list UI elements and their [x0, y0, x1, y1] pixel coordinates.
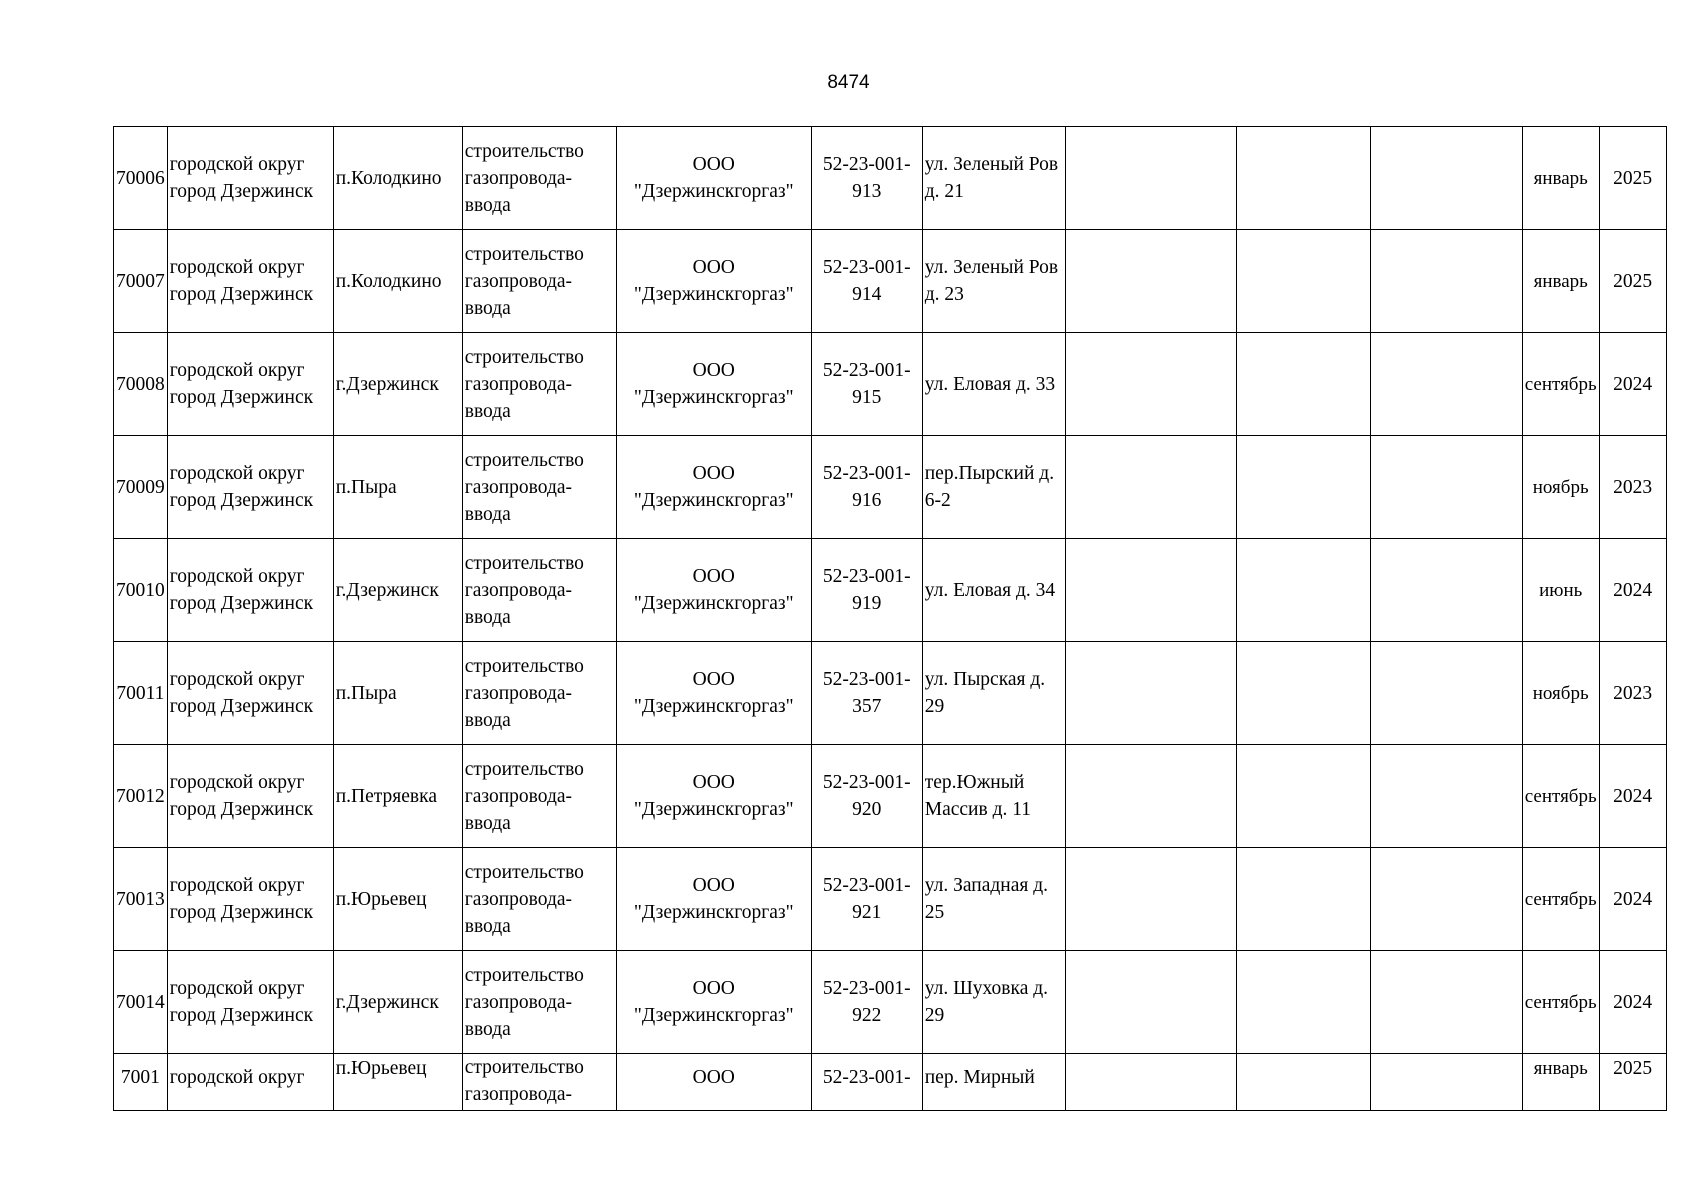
cell-empty-1	[1065, 1054, 1236, 1111]
cell-year: 2024	[1599, 848, 1666, 951]
cell-number: 7001	[114, 1054, 168, 1111]
cell-district: городской округ город Дзержинск	[167, 745, 333, 848]
cell-empty-2	[1236, 642, 1370, 745]
cell-number: 70013	[114, 848, 168, 951]
cell-locality: г.Дзержинск	[333, 333, 462, 436]
cell-work-type: строительство газопровода-ввода	[462, 848, 616, 951]
cell-year: 2025	[1599, 230, 1666, 333]
cell-empty-1	[1065, 539, 1236, 642]
cell-empty-2	[1236, 1054, 1370, 1111]
cell-empty-2	[1236, 230, 1370, 333]
cell-number: 70007	[114, 230, 168, 333]
cell-empty-3	[1370, 127, 1522, 230]
cell-district: городской округ город Дзержинск	[167, 642, 333, 745]
cell-organization: ООО "Дзержинскгоргаз"	[616, 436, 811, 539]
cell-empty-2	[1236, 333, 1370, 436]
cell-month: ноябрь	[1522, 436, 1599, 539]
table-row	[114, 1054, 1667, 1111]
cell-organization: ООО "Дзержинскгоргаз"	[616, 848, 811, 951]
cell-work-type: строительство газопровода-ввода	[462, 333, 616, 436]
cell-district: городской округ город Дзержинск	[167, 436, 333, 539]
cell-month: январь	[1522, 1054, 1599, 1111]
table-row	[114, 848, 1667, 951]
cell-number: 70014	[114, 951, 168, 1054]
cell-month: июнь	[1522, 539, 1599, 642]
cell-address: пер.Пырский д. 6-2	[922, 436, 1065, 539]
cell-empty-2	[1236, 127, 1370, 230]
cell-empty-2	[1236, 745, 1370, 848]
cell-district: городской округ город Дзержинск	[167, 333, 333, 436]
cell-empty-2	[1236, 539, 1370, 642]
cell-district: городской округ город Дзержинск	[167, 539, 333, 642]
cell-empty-3	[1370, 951, 1522, 1054]
cell-locality: п.Петряевка	[333, 745, 462, 848]
cell-month: сентябрь	[1522, 848, 1599, 951]
table-row	[114, 951, 1667, 1054]
cell-empty-2	[1236, 951, 1370, 1054]
table-body	[114, 127, 1667, 1111]
cell-empty-1	[1065, 848, 1236, 951]
cell-month: сентябрь	[1522, 745, 1599, 848]
table-row	[114, 127, 1667, 230]
cell-address: ул. Шуховка д. 29	[922, 951, 1065, 1054]
cell-year: 2025	[1599, 127, 1666, 230]
table-row	[114, 436, 1667, 539]
cell-work-type: строительство газопровода-ввода	[462, 230, 616, 333]
cell-district: городской округ	[167, 1054, 333, 1111]
cell-empty-3	[1370, 745, 1522, 848]
cell-locality: г.Дзержинск	[333, 539, 462, 642]
cell-number: 70012	[114, 745, 168, 848]
table-row	[114, 333, 1667, 436]
cell-locality: п.Пыра	[333, 436, 462, 539]
cell-locality: п.Колодкино	[333, 230, 462, 333]
cell-code: 52-23-001-913	[811, 127, 922, 230]
cell-district: городской округ город Дзержинск	[167, 848, 333, 951]
cell-code: 52-23-001-919	[811, 539, 922, 642]
cell-district: городской округ город Дзержинск	[167, 230, 333, 333]
cell-work-type: строительство газопровода-ввода	[462, 951, 616, 1054]
cell-organization: ООО "Дзержинскгоргаз"	[616, 539, 811, 642]
cell-code: 52-23-001-921	[811, 848, 922, 951]
cell-code: 52-23-001-915	[811, 333, 922, 436]
cell-work-type: строительство газопровода-ввода	[462, 539, 616, 642]
cell-code: 52-23-001-920	[811, 745, 922, 848]
cell-district: городской округ город Дзержинск	[167, 951, 333, 1054]
cell-month: январь	[1522, 127, 1599, 230]
page-number: 8474	[827, 72, 870, 93]
cell-month: сентябрь	[1522, 951, 1599, 1054]
cell-number: 70006	[114, 127, 168, 230]
cell-address: тер.Южный Массив д. 11	[922, 745, 1065, 848]
cell-locality: г.Дзержинск	[333, 951, 462, 1054]
cell-work-type: строительство газопровода-	[462, 1054, 616, 1111]
cell-empty-2	[1236, 848, 1370, 951]
cell-work-type: строительство газопровода-ввода	[462, 127, 616, 230]
cell-address: ул. Пырская д. 29	[922, 642, 1065, 745]
table-row	[114, 745, 1667, 848]
cell-work-type: строительство газопровода-ввода	[462, 642, 616, 745]
cell-empty-1	[1065, 951, 1236, 1054]
cell-month: сентябрь	[1522, 333, 1599, 436]
cell-address: ул. Еловая д. 34	[922, 539, 1065, 642]
cell-month: январь	[1522, 230, 1599, 333]
cell-code: 52-23-001-916	[811, 436, 922, 539]
cell-empty-1	[1065, 745, 1236, 848]
cell-code: 52-23-001-914	[811, 230, 922, 333]
table-row	[114, 230, 1667, 333]
cell-code: 52-23-001-	[811, 1054, 922, 1111]
cell-empty-3	[1370, 436, 1522, 539]
cell-work-type: строительство газопровода-ввода	[462, 436, 616, 539]
cell-organization: ООО "Дзержинскгоргаз"	[616, 951, 811, 1054]
cell-organization: ООО "Дзержинскгоргаз"	[616, 333, 811, 436]
cell-year: 2023	[1599, 436, 1666, 539]
cell-address: ул. Еловая д. 33	[922, 333, 1065, 436]
cell-organization: ООО "Дзержинскгоргаз"	[616, 127, 811, 230]
cell-empty-1	[1065, 333, 1236, 436]
cell-year: 2023	[1599, 642, 1666, 745]
cell-organization: ООО "Дзержинскгоргаз"	[616, 230, 811, 333]
cell-locality: п.Пыра	[333, 642, 462, 745]
cell-number: 70010	[114, 539, 168, 642]
table-row	[114, 539, 1667, 642]
cell-organization: ООО "Дзержинскгоргаз"	[616, 745, 811, 848]
cell-empty-3	[1370, 539, 1522, 642]
cell-address: ул. Западная д. 25	[922, 848, 1065, 951]
cell-organization: ООО	[616, 1054, 811, 1111]
cell-address: ул. Зеленый Ров д. 23	[922, 230, 1065, 333]
cell-code: 52-23-001-357	[811, 642, 922, 745]
cell-code: 52-23-001-922	[811, 951, 922, 1054]
cell-number: 70009	[114, 436, 168, 539]
cell-empty-3	[1370, 848, 1522, 951]
cell-empty-3	[1370, 333, 1522, 436]
cell-month: ноябрь	[1522, 642, 1599, 745]
cell-address: пер. Мирный	[922, 1054, 1065, 1111]
cell-year: 2025	[1599, 1054, 1666, 1111]
cell-year: 2024	[1599, 539, 1666, 642]
cell-empty-1	[1065, 642, 1236, 745]
cell-locality: п.Колодкино	[333, 127, 462, 230]
cell-empty-1	[1065, 436, 1236, 539]
cell-empty-3	[1370, 1054, 1522, 1111]
table-row	[114, 642, 1667, 745]
cell-locality: п.Юрьевец	[333, 1054, 462, 1111]
cell-year: 2024	[1599, 951, 1666, 1054]
cell-district: городской округ город Дзержинск	[167, 127, 333, 230]
cell-organization: ООО "Дзержинскгоргаз"	[616, 642, 811, 745]
cell-empty-1	[1065, 230, 1236, 333]
cell-locality: п.Юрьевец	[333, 848, 462, 951]
cell-empty-2	[1236, 436, 1370, 539]
cell-address: ул. Зеленый Ров д. 21	[922, 127, 1065, 230]
cell-year: 2024	[1599, 745, 1666, 848]
cell-empty-1	[1065, 127, 1236, 230]
cell-work-type: строительство газопровода-ввода	[462, 745, 616, 848]
cell-empty-3	[1370, 642, 1522, 745]
registry-table	[113, 126, 1667, 1111]
cell-number: 70011	[114, 642, 168, 745]
cell-empty-3	[1370, 230, 1522, 333]
cell-year: 2024	[1599, 333, 1666, 436]
cell-number: 70008	[114, 333, 168, 436]
